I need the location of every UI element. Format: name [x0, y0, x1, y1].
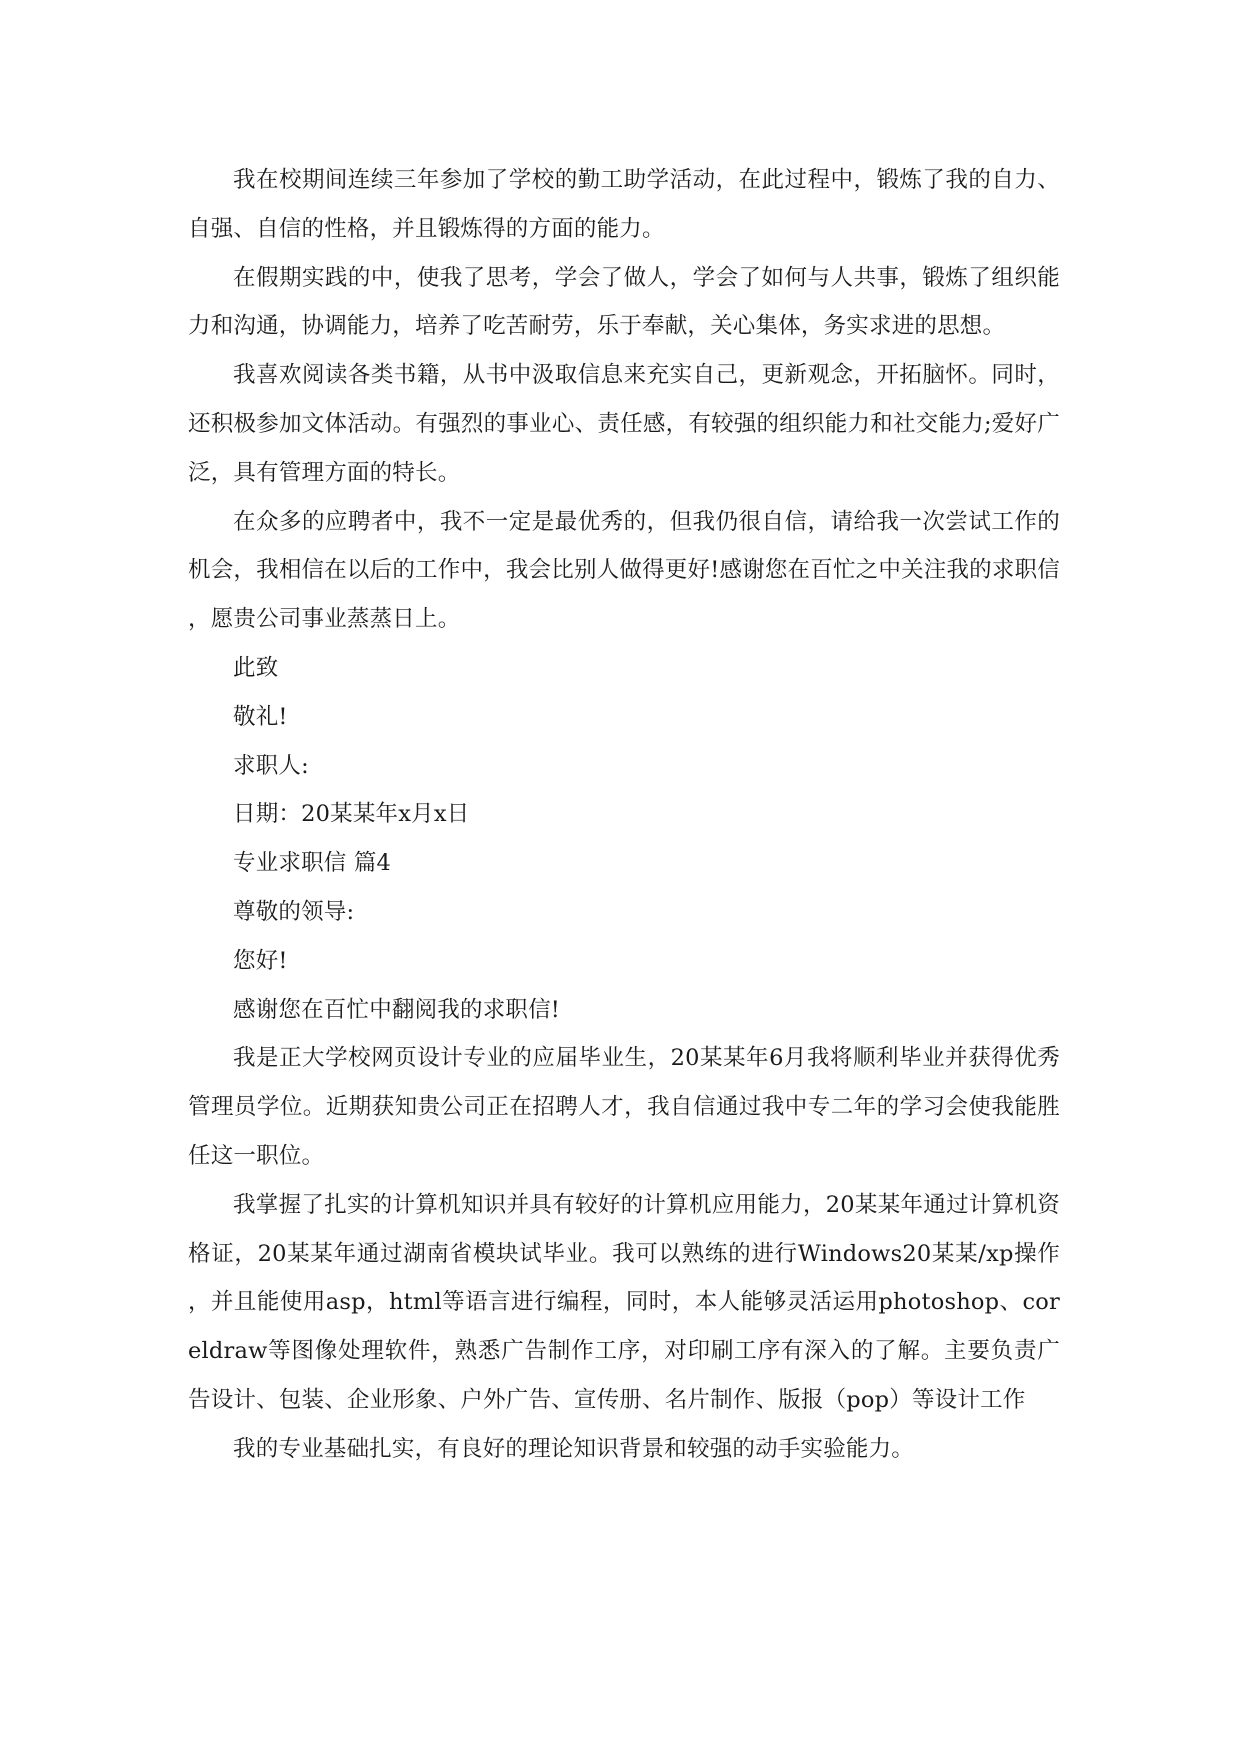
- paragraph-computer-skills: 我掌握了扎实的计算机知识并具有较好的计算机应用能力，20某某年通过计算机资格证，20某某年通过湖南省模块试毕业。我可以熟练的进行Windows20某某/xp操作，并且能使用asp，html等语言进行编程，同时，本人能够灵活运用photoshop、coreldraw等图像处理软件，熟悉广告制作工序，对印刷工序有深入的了解。主要负责广告设计、包装、企业形象、户外广告、宣传册、名片制作、版报（pop）等设计工作: [188, 1191, 1060, 1413]
- paragraph-reading-hobbies: 我喜欢阅读各类书籍，从书中汲取信息来充实自己，更新观念，开拓脑怀。同时，还积极参加文体活动。有强烈的事业心、责任感，有较强的组织能力和社交能力;爱好广泛，具有管理方面的特长。: [188, 362, 1060, 486]
- document-body: [188, 156, 1060, 1474]
- section-heading: 专业求职信 篇4: [233, 850, 392, 877]
- date-line: 日期：20某某年x月x日: [233, 801, 470, 828]
- paragraph-closing-appeal: 在众多的应聘者中，我不一定是最优秀的，但我仍很自信，请给我一次尝试工作的机会，我相信在以后的工作中，我会比别人做得更好!感谢您在百忙之中关注我的求职信，愿贵公司事业蒸蒸日上。: [188, 508, 1060, 633]
- applicant-label: 求职人:: [233, 752, 309, 779]
- paragraph-holiday-practice: 在假期实践的中，使我了思考，学会了做人，学会了如何与人共事，锻炼了组织能力和沟通，协调能力，培养了吃苦耐劳，乐于奉献，关心集体，务实求进的思想。: [188, 264, 1060, 340]
- letter-thanks: 感谢您在百忙中翻阅我的求职信!: [233, 996, 561, 1023]
- letter-hello: 您好!: [233, 947, 288, 974]
- salutation-cizhi: 此致: [233, 654, 279, 681]
- paragraph-professional-foundation: 我的专业基础扎实，有良好的理论知识背景和较强的动手实验能力。: [233, 1435, 915, 1462]
- salutation-jingli: 敬礼!: [233, 703, 288, 730]
- paragraph-graduate-intro: 我是正大学校网页设计专业的应届毕业生，20某某年6月我将顺利毕业并获得优秀管理员学位。近期获知贵公司正在招聘人才，我自信通过我中专二年的学习会使我能胜任这一职位。: [188, 1045, 1060, 1169]
- letter-greeting: 尊敬的领导:: [233, 898, 355, 925]
- paragraph-work-study: 我在校期间连续三年参加了学校的勤工助学活动，在此过程中，锻炼了我的自力、自强、自信的性格，并且锻炼得的方面的能力。: [188, 167, 1060, 242]
